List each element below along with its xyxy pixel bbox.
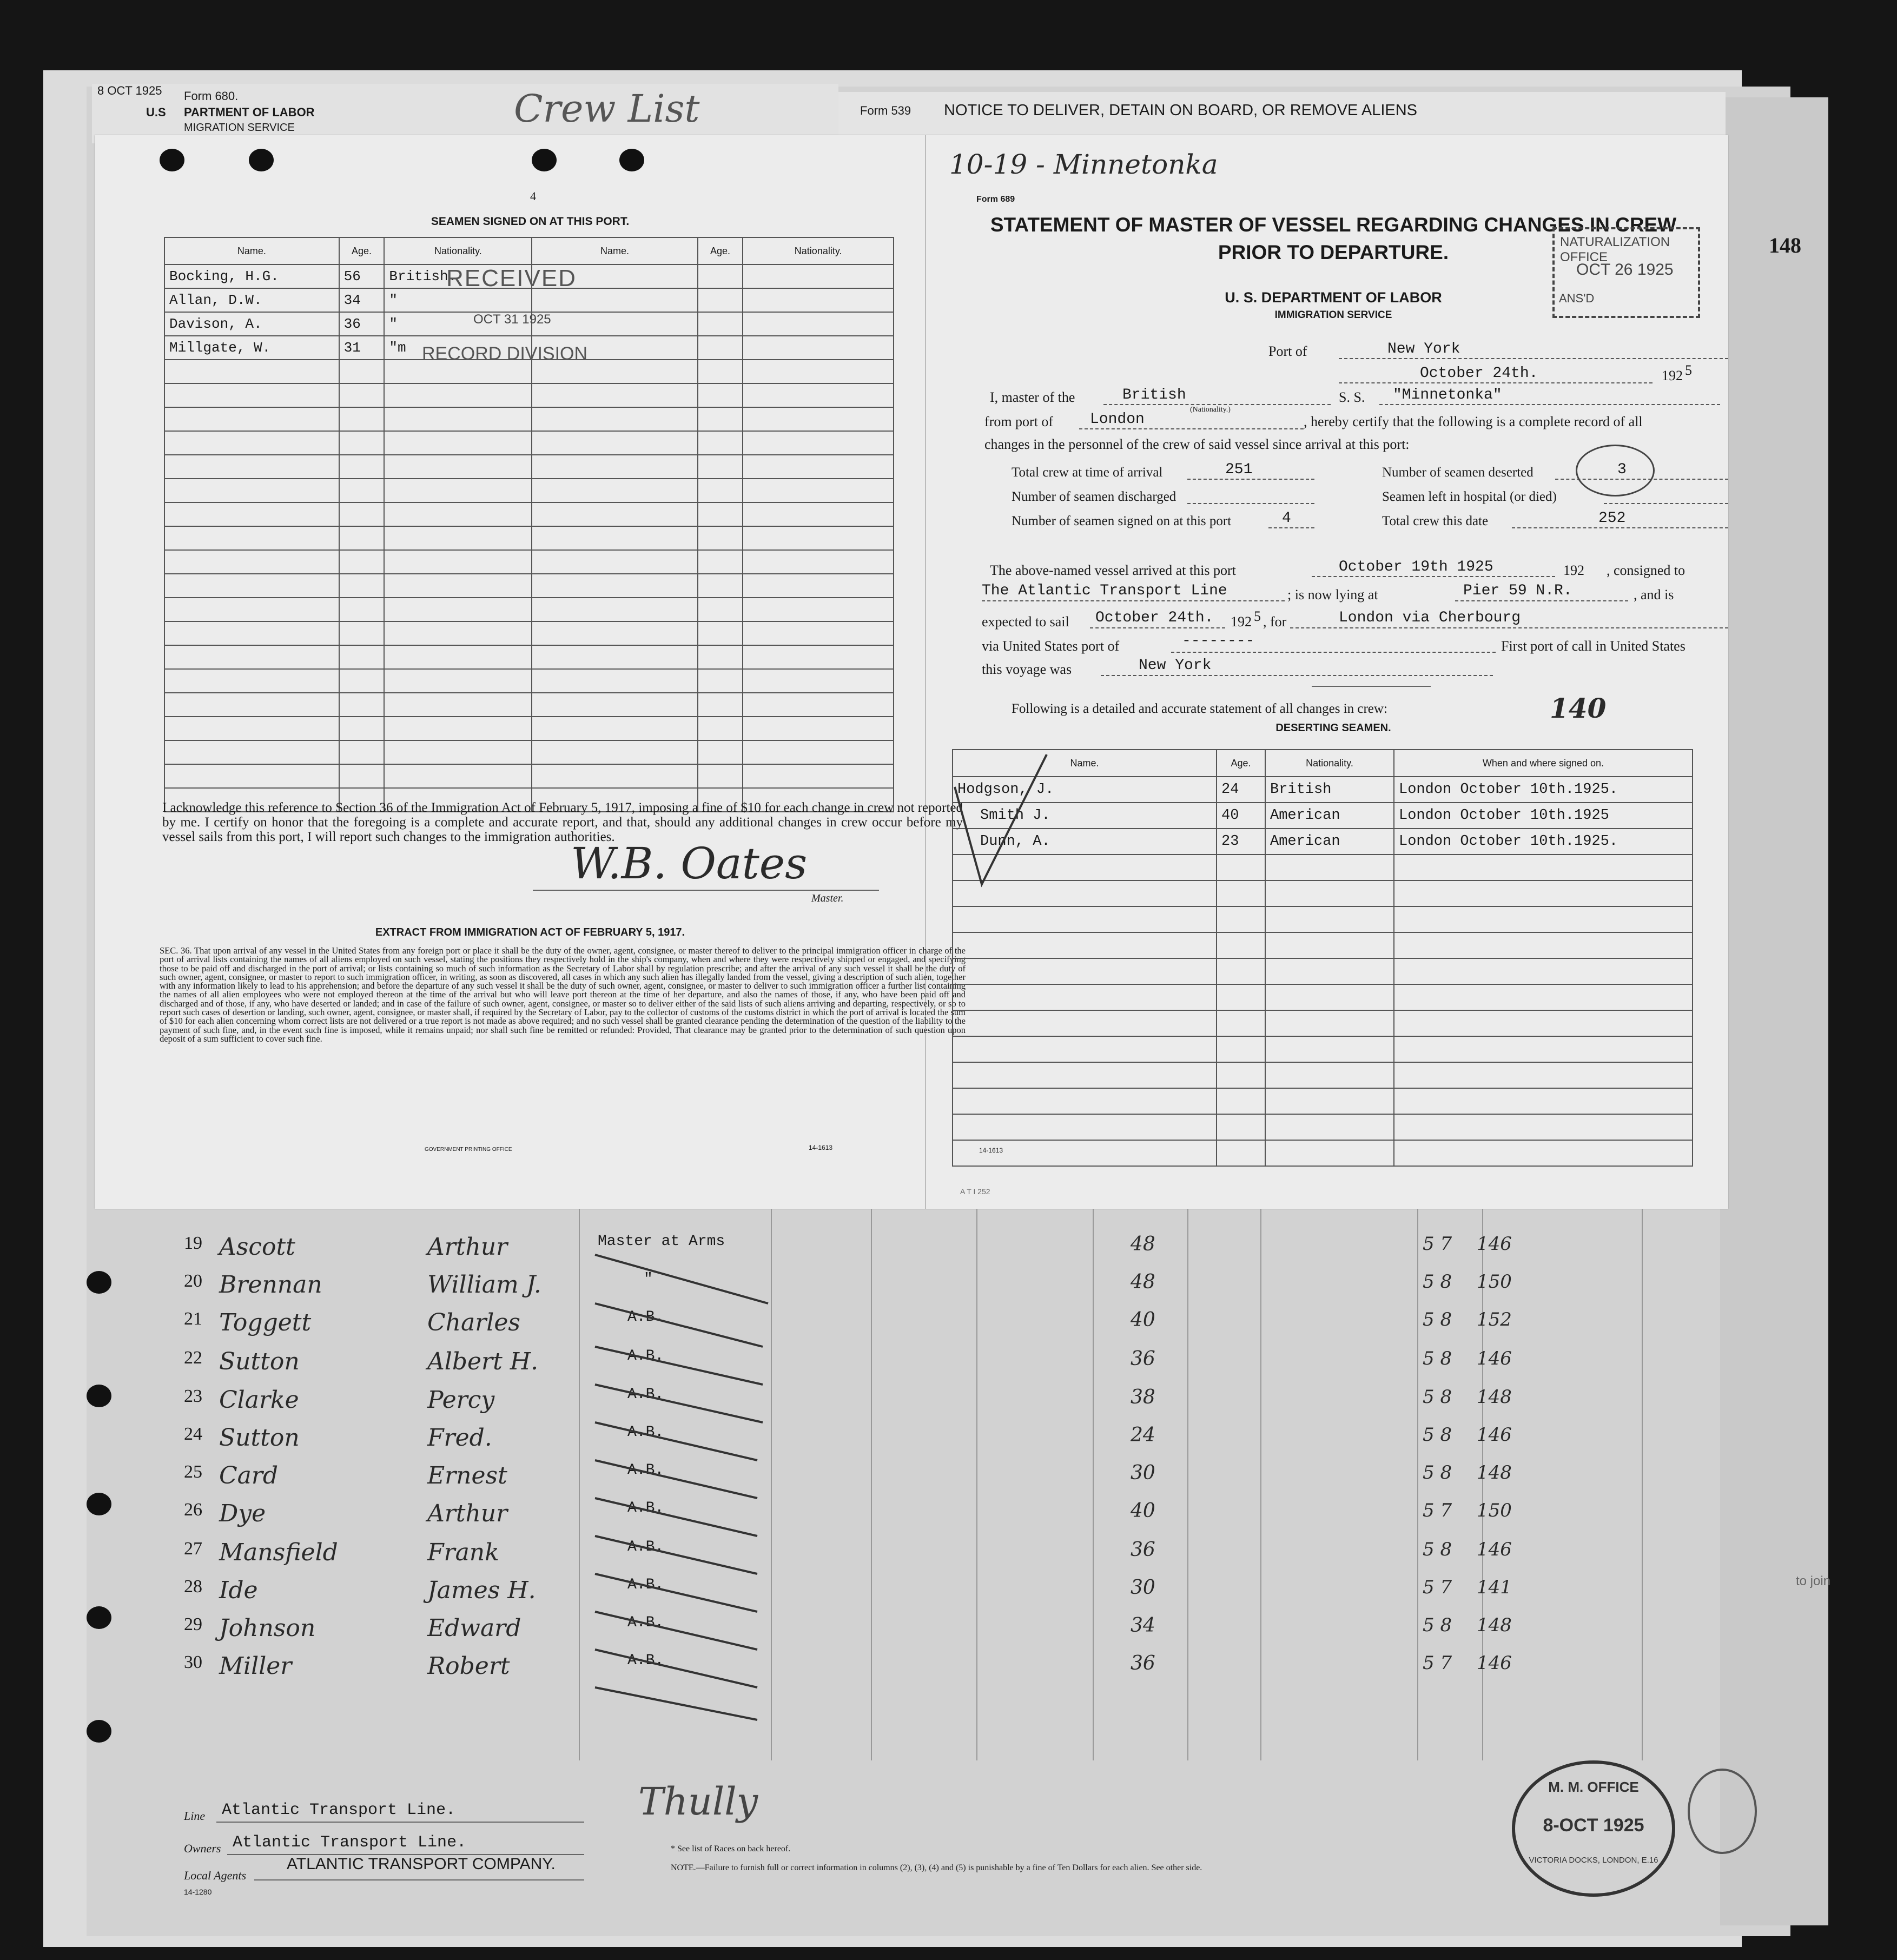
crew-weight: 141 — [1477, 1577, 1512, 1598]
printer-mark: GOVERNMENT PRINTING OFFICE — [425, 1147, 512, 1153]
deserter-nationality: American — [1265, 803, 1394, 829]
binder-hole — [87, 1720, 111, 1743]
year-suffix: 5 — [1685, 362, 1692, 378]
handwritten-number: 140 — [1550, 692, 1607, 724]
crew-no: 27 — [184, 1539, 202, 1559]
crew-weight: 146 — [1477, 1539, 1512, 1560]
form-539-header — [838, 92, 1726, 136]
crew-no: 30 — [184, 1652, 202, 1672]
col-nationality: Nationality. — [384, 237, 532, 264]
deserter-signed-on: London October 10th.1925. — [1394, 777, 1693, 803]
crew-no: 24 — [184, 1424, 202, 1444]
master-signature: W.B. Oates — [571, 838, 808, 889]
consignee-value: The Atlantic Transport Line — [982, 582, 1227, 599]
form-680-header — [92, 84, 838, 143]
total-crew-label: Total crew at time of arrival — [1012, 465, 1163, 480]
crew-surname: Clarke — [219, 1386, 299, 1414]
crew-forename: Albert H. — [427, 1348, 539, 1375]
crew-surname: Brennan — [219, 1271, 322, 1299]
seaman-name: Bocking, H.G. — [164, 264, 339, 288]
crew-no: 20 — [184, 1271, 202, 1291]
seaman-age: 36 — [339, 312, 385, 336]
col-nationality: Nationality. — [1265, 750, 1394, 777]
punch-hole — [532, 149, 557, 171]
deserter-nationality: American — [1265, 829, 1394, 855]
crew-weight: 146 — [1477, 1424, 1512, 1446]
crew-surname: Ascott — [219, 1233, 295, 1261]
lying-value: Pier 59 N.R. — [1463, 582, 1572, 599]
deserter-name: Dunn, A. — [953, 829, 1217, 855]
crew-height: 5 8 — [1423, 1462, 1452, 1484]
date-value: October 24th. — [1420, 365, 1538, 382]
col-age: Age. — [1217, 750, 1265, 777]
form-689-card — [95, 135, 1728, 1209]
crew-height: 5 7 — [1423, 1233, 1452, 1255]
crew-row — [179, 1500, 1747, 1532]
binder-hole — [87, 1606, 111, 1629]
races-note: * See list of Races on back hereof. — [671, 1844, 791, 1853]
dept-label: U. S. DEPARTMENT OF LABOR — [1225, 289, 1442, 306]
crew-weight: 152 — [1477, 1309, 1512, 1330]
master-of-label: I, master of the — [990, 389, 1075, 405]
deserted-value: 3 — [1617, 461, 1627, 478]
form-539-title: NOTICE TO DELIVER, DETAIN ON BOARD, OR REMOVE ALIENS — [944, 102, 1418, 119]
crew-age: 36 — [1131, 1652, 1155, 1674]
right-handwriting: 10-19 - Minnetonka — [949, 149, 1218, 180]
crew-no: 21 — [184, 1309, 202, 1329]
right-form-code: 14-1613 — [979, 1147, 1003, 1154]
deserted-label: Number of seamen deserted — [1382, 465, 1534, 480]
deserter-checkmark — [949, 744, 1057, 895]
crew-row — [179, 1348, 1747, 1380]
table-row — [953, 777, 1693, 803]
col-name: Name. — [953, 750, 1217, 777]
total-this-date-value: 252 — [1598, 510, 1626, 527]
certify-text: , hereby certify that the following is a complete record of all — [1304, 414, 1643, 429]
crew-forename: Fred. — [427, 1424, 492, 1452]
deserter-age: 24 — [1217, 777, 1265, 803]
discharged-label: Number of seamen discharged — [1012, 489, 1176, 504]
crew-age: 30 — [1131, 1462, 1155, 1484]
ship-name: "Minnetonka" — [1393, 387, 1502, 403]
binder-hole — [87, 1493, 111, 1515]
total-this-date-label: Total crew this date — [1382, 514, 1489, 528]
table-row — [953, 829, 1693, 855]
crew-forename: James H. — [427, 1577, 536, 1604]
crew-row — [179, 1271, 1747, 1303]
port-value: New York — [1387, 341, 1460, 357]
consigned-label: , consigned to — [1607, 562, 1686, 578]
crew-forename: Edward — [427, 1614, 521, 1642]
crew-age: 30 — [1131, 1577, 1155, 1599]
crew-capacity: A.B. — [627, 1348, 664, 1365]
agents-value: ATLANTIC TRANSPORT COMPANY. — [287, 1855, 556, 1873]
ss-label: S. S. — [1339, 389, 1365, 405]
footer-note: NOTE.—Failure to furnish full or correct information in columns (2), (3), (4) and (5) is punishable by a fine of Ten Dollars for each alien. See other side. — [671, 1863, 1202, 1872]
crew-capacity: A.B. — [627, 1614, 664, 1631]
crew-weight: 150 — [1477, 1500, 1512, 1521]
footer-form-code: 14-1280 — [184, 1888, 212, 1896]
crew-row — [179, 1577, 1747, 1609]
crew-height: 5 8 — [1423, 1271, 1452, 1293]
seaman-nationality: British. — [384, 264, 532, 288]
deserter-name: Hodgson, J. — [953, 777, 1217, 803]
crew-row — [179, 1652, 1747, 1685]
col-nationality-2: Nationality. — [743, 237, 894, 264]
line-value: Atlantic Transport Line. — [222, 1801, 456, 1819]
crew-weight: 146 — [1477, 1348, 1512, 1369]
mm-office-date: 8-OCT 1925 — [1543, 1815, 1644, 1836]
seaman-age: 31 — [339, 336, 385, 360]
form-680-label: Form 680. — [184, 89, 239, 103]
crew-age: 36 — [1131, 1348, 1155, 1370]
seaman-nationality: " — [384, 288, 532, 312]
expected-year-suffix: 5 — [1254, 608, 1261, 624]
crew-height: 5 7 — [1423, 1500, 1452, 1521]
expected-value: October 24th. — [1095, 610, 1214, 626]
crew-height: 5 8 — [1423, 1614, 1452, 1636]
crew-weight: 146 — [1477, 1652, 1512, 1674]
seaman-nationality: "m — [384, 336, 532, 360]
crew-forename: Ernest — [427, 1462, 507, 1489]
crew-age: 40 — [1131, 1500, 1155, 1522]
deserted-circle — [1576, 445, 1655, 496]
crew-surname: Dye — [219, 1500, 266, 1527]
nationality-caption: (Nationality.) — [1190, 406, 1231, 414]
crew-weight: 148 — [1477, 1462, 1512, 1484]
crew-no: 25 — [184, 1462, 202, 1482]
crew-capacity: A.B. — [627, 1500, 664, 1517]
crew-row — [179, 1233, 1747, 1266]
crew-height: 5 8 — [1423, 1539, 1452, 1560]
deserting-heading: DESERTING SEAMEN. — [1275, 722, 1391, 734]
crew-surname: Toggett — [219, 1309, 312, 1336]
crew-age: 36 — [1131, 1539, 1155, 1561]
form-680-dept: PARTMENT OF LABOR — [184, 105, 315, 119]
crew-row — [179, 1539, 1747, 1571]
lying-label: ; is now lying at — [1287, 587, 1378, 602]
seaman-name: Davison, A. — [164, 312, 339, 336]
received-stamp: RECEIVED — [446, 265, 577, 292]
binder-hole — [87, 1271, 111, 1294]
owners-value: Atlantic Transport Line. — [233, 1833, 467, 1852]
destination-value: London via Cherbourg — [1339, 610, 1521, 626]
owners-label: Owners — [184, 1842, 221, 1855]
partial-stamp — [1688, 1769, 1757, 1854]
deserter-signed-on: London October 10th.1925 — [1394, 803, 1693, 829]
crew-surname: Sutton — [219, 1348, 300, 1375]
received-stamp-date: OCT 31 1925 — [473, 312, 551, 327]
table-row — [953, 803, 1693, 829]
crew-age: 40 — [1131, 1309, 1155, 1331]
form-689-label: Form 689 — [976, 195, 1015, 204]
seaman-nationality: " — [384, 312, 532, 336]
crew-row — [179, 1309, 1747, 1341]
punch-hole — [619, 149, 644, 171]
crew-age: 34 — [1131, 1614, 1155, 1637]
crew-age: 24 — [1131, 1424, 1155, 1446]
crew-forename: William J. — [427, 1271, 541, 1299]
crew-height: 5 7 — [1423, 1652, 1452, 1674]
binder-hole — [87, 1385, 111, 1407]
col-age-2: Age. — [698, 237, 743, 264]
bottom-code: A T I 252 — [960, 1187, 990, 1196]
left-form-code: 14-1613 — [809, 1144, 833, 1151]
col-name-2: Name. — [532, 237, 697, 264]
crew-height: 5 8 — [1423, 1348, 1452, 1369]
crew-capacity: A.B. — [627, 1386, 664, 1403]
nationality-value: British — [1122, 387, 1186, 403]
col-name: Name. — [164, 237, 339, 264]
punch-hole — [160, 149, 184, 171]
form-539-label: Form 539 — [860, 104, 911, 117]
extract-heading: EXTRACT FROM IMMIGRATION ACT OF FEBRUARY 5, 1917. — [375, 926, 685, 938]
crew-capacity: A.B. — [627, 1424, 664, 1441]
agents-label: Local Agents — [184, 1869, 247, 1882]
seamen-signed-heading: SEAMEN SIGNED ON AT THIS PORT. — [431, 215, 630, 228]
crew-surname: Sutton — [219, 1424, 300, 1452]
statement-title-2: PRIOR TO DEPARTURE. — [1218, 241, 1449, 263]
from-port-value: London — [1090, 411, 1145, 428]
statement-title-1: STATEMENT OF MASTER OF VESSEL REGARDING CHANGES IN CREW — [990, 214, 1677, 236]
crew-surname: Miller — [219, 1652, 292, 1680]
form-680-service: MIGRATION SERVICE — [184, 122, 295, 134]
extract-text: SEC. 36. That upon arrival of any vessel in the United States from any foreign port or place it shall be the duty of the owner, agent, consignee, or master thereof to deliver to the principal immigration officer in charge of the port of arrival lists containing the names of all aliens employed on such vessel, stating the positions they respectively hold in the ship's company, when and where they were respectively shipped or engaged, and specifying those to be paid off and discharged in the port of arrival; or lists containing so much of such information as the Secretary of Labor shall by regulation prescribe; and after the arrival of any such vessel it shall be the duty of such owner, agent, consignee, or master to report to such immigration officer, in writing, as soon as discovered, all cases in which any such alien has illegally landed from the vessel, giving a description of such alien, together with any information likely to lead to his apprehension; and before the departure of any such vessel it shall be the duty of such owner, agent, consignee, or master to deliver to such immigration officer a further list containing the names of all alien employees who were not employed thereon at the time of the arrival but who will leave port thereon at the time of her departure, and also the names of those, if any, who have been paid off and discharged and of those, if any, who have deserted or landed; and in case of the failure of such owner, agent, consignee, or master so to deliver either of the said lists of such aliens arriving and departing, respectively, or so to report such cases of desertion or landing, such owner, agent, consignee, or master shall, if required by the Secretary of Labor, pay to the collector of customs of the customs district in which the port of arrival is located the sum of $10 for each alien concerning whom correct lists are not delivered or a true report is not made as above required; and no such vessel shall be granted clearance pending the determination of the question of the liability to the payment of such fine, and, in the event such fine is imposed, while it remains unpaid; nor shall such fine be remitted or refunded: Provided, That clearance may be granted prior to the determination of such question upon deposit of a sum sufficient to cover such fine. — [160, 945, 966, 1044]
year-prefix: 192 — [1662, 368, 1683, 383]
master-label: Master. — [811, 892, 844, 904]
pencil-marks — [584, 1244, 779, 1752]
crew-height: 5 8 — [1423, 1386, 1452, 1408]
seaman-age: 56 — [339, 264, 385, 288]
col-signed-on: When and where signed on. — [1394, 750, 1693, 777]
deserter-name: Smith J. — [953, 803, 1217, 829]
via-value: -------- — [1182, 633, 1255, 650]
crew-capacity: A.B. — [627, 1539, 664, 1555]
crew-weight: 148 — [1477, 1614, 1512, 1636]
following-label: Following is a detailed and accurate statement of all changes in crew: — [1012, 701, 1387, 716]
crew-no: 28 — [184, 1577, 202, 1597]
naturalization-stamp-date: OCT 26 1925 — [1576, 261, 1674, 279]
form-680-dateline: 8 OCT 1925 — [97, 84, 162, 97]
form-680-us: U.S — [146, 105, 166, 119]
seaman-name: Allan, D.W. — [164, 288, 339, 312]
crew-age: 48 — [1131, 1271, 1155, 1293]
crew-row — [179, 1424, 1747, 1456]
footer-initials: Thully — [638, 1779, 758, 1824]
arrived-year: 192 — [1563, 562, 1584, 578]
mm-office-label: M. M. OFFICE — [1548, 1779, 1639, 1795]
form-680-handwriting: Crew List — [514, 87, 700, 131]
crew-capacity: A.B. — [627, 1462, 664, 1479]
left-page-number: 4 — [530, 189, 536, 203]
deserter-age: 23 — [1217, 829, 1265, 855]
deserter-nationality: British — [1265, 777, 1394, 803]
deserter-age: 40 — [1217, 803, 1265, 829]
arrived-value: October 19th 1925 — [1339, 559, 1493, 575]
from-port-label: from port of — [984, 414, 1054, 429]
col-age: Age. — [339, 237, 385, 264]
crew-row — [179, 1386, 1747, 1419]
crew-capacity: A.B. — [627, 1577, 664, 1593]
acknowledgement-text: I acknowledge this reference to Section 36 of the Immigration Act of February 5, 1917, imposing a fine of $10 for each change in crew not reported by me. I certify on honor that the foregoing is a complete and accurate report, and that, should any additional changes in crew occur before my vessel sails from this port, I will report such changes to the immigration authorities. — [162, 800, 963, 844]
line-label: Line — [184, 1809, 206, 1823]
crew-height: 5 7 — [1423, 1577, 1452, 1598]
crew-forename: Arthur — [427, 1233, 508, 1261]
deserting-seamen-table — [952, 749, 1693, 1167]
crew-capacity: A.B. — [627, 1309, 664, 1326]
crew-weight: 150 — [1477, 1271, 1512, 1293]
arrived-label: The above-named vessel arrived at this port — [990, 562, 1236, 578]
crew-no: 29 — [184, 1614, 202, 1634]
punch-hole — [249, 149, 274, 171]
expected-year: 192 — [1231, 614, 1252, 630]
crew-surname: Johnson — [219, 1614, 316, 1642]
crew-row — [179, 1462, 1747, 1494]
crew-height: 5 8 — [1423, 1309, 1452, 1330]
seaman-name: Millgate, W. — [164, 336, 339, 360]
via-label: via United States port of — [982, 638, 1120, 654]
changes-text: changes in the personnel of the crew of said vessel since arrival at this port: — [984, 436, 1410, 452]
crew-age: 38 — [1131, 1386, 1155, 1408]
crew-age: 48 — [1131, 1233, 1155, 1255]
crew-weight: 146 — [1477, 1233, 1512, 1255]
crew-surname: Card — [219, 1462, 279, 1489]
crew-weight: 148 — [1477, 1386, 1512, 1408]
mm-office-ring: VICTORIA DOCKS, LONDON, E.16 — [1529, 1856, 1658, 1865]
hospital-label: Seamen left in hospital (or died) — [1382, 489, 1557, 504]
and-is-text: , and is — [1634, 587, 1674, 602]
page-number: 148 — [1769, 233, 1801, 257]
for-label: , for — [1263, 614, 1287, 630]
crew-capacity: A.B. — [627, 1652, 664, 1669]
mm-office-stamp — [1512, 1760, 1675, 1897]
crew-capacity: Master at Arms — [598, 1233, 725, 1250]
port-label: Port of — [1268, 343, 1307, 359]
total-crew-value: 251 — [1225, 461, 1253, 478]
deserter-signed-on: London October 10th.1925. — [1394, 829, 1693, 855]
crew-forename: Charles — [427, 1309, 520, 1336]
crew-no: 23 — [184, 1386, 202, 1406]
service-label: IMMIGRATION SERVICE — [1274, 309, 1392, 321]
crew-forename: Robert — [427, 1652, 510, 1680]
crew-no: 26 — [184, 1500, 202, 1520]
seaman-age: 34 — [339, 288, 385, 312]
crew-forename: Arthur — [427, 1500, 508, 1527]
naturalization-stamp — [1552, 227, 1700, 318]
voyage-value: New York — [1139, 657, 1212, 674]
signed-on-label: Number of seamen signed on at this port — [1012, 514, 1232, 528]
signed-on-value: 4 — [1282, 510, 1291, 527]
crew-surname: Ide — [219, 1577, 258, 1604]
crew-no: 22 — [184, 1348, 202, 1368]
crew-capacity: " — [644, 1271, 653, 1288]
naturalization-stamp-answered: ANS'D — [1559, 292, 1595, 305]
crew-forename: Frank — [427, 1539, 499, 1566]
crew-no: 19 — [184, 1233, 202, 1253]
crew-surname: Mansfield — [219, 1539, 338, 1566]
naturalization-stamp-line1: NATURALIZATION OFFICE — [1560, 235, 1670, 264]
crew-height: 5 8 — [1423, 1424, 1452, 1446]
voyage-label: this voyage was — [982, 661, 1072, 677]
expected-label: expected to sail — [982, 614, 1069, 630]
margin-note: to join — [1796, 1574, 1831, 1588]
crew-forename: Percy — [427, 1386, 495, 1414]
right-edge-strip — [1720, 97, 1831, 1925]
crew-row — [179, 1614, 1747, 1647]
first-port-label: First port of call in United States — [1501, 638, 1686, 654]
record-division-stamp: RECORD DIVISION — [422, 343, 588, 364]
